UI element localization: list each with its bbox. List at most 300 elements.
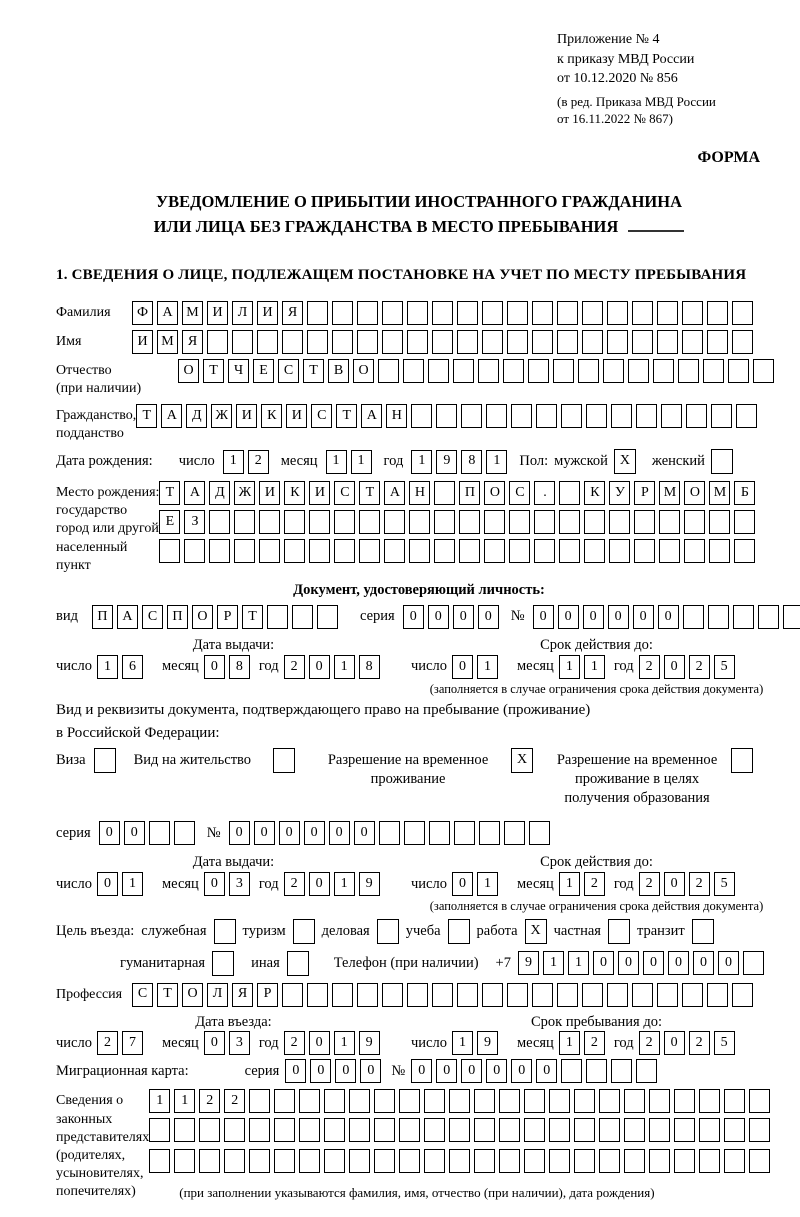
char-cell[interactable]: 0 bbox=[360, 1059, 381, 1083]
char-cell[interactable]: 0 bbox=[99, 821, 120, 845]
char-cell[interactable]: П bbox=[167, 605, 188, 629]
char-cell[interactable] bbox=[634, 510, 655, 534]
temp-residence-checkbox[interactable]: X bbox=[511, 748, 533, 773]
purpose-tourism-checkbox[interactable] bbox=[293, 919, 315, 944]
purpose-humanitarian-checkbox[interactable] bbox=[212, 951, 234, 976]
char-cell[interactable]: М bbox=[182, 301, 203, 325]
char-cell[interactable]: Н bbox=[386, 404, 407, 428]
char-cell[interactable]: 0 bbox=[693, 951, 714, 975]
char-cell[interactable]: 2 bbox=[689, 655, 710, 679]
char-cell[interactable]: С bbox=[311, 404, 332, 428]
char-cell[interactable]: 1 bbox=[351, 450, 372, 474]
char-cell[interactable] bbox=[384, 539, 405, 563]
char-cell[interactable] bbox=[382, 301, 403, 325]
char-cell[interactable]: М bbox=[709, 481, 730, 505]
char-cell[interactable]: 0 bbox=[279, 821, 300, 845]
char-cell[interactable]: 0 bbox=[304, 821, 325, 845]
char-cell[interactable]: 0 bbox=[511, 1059, 532, 1083]
char-cell[interactable] bbox=[607, 330, 628, 354]
char-cell[interactable] bbox=[274, 1149, 295, 1173]
char-cell[interactable] bbox=[324, 1089, 345, 1113]
char-cell[interactable]: И bbox=[257, 301, 278, 325]
purpose-business-checkbox[interactable] bbox=[214, 919, 236, 944]
char-cell[interactable] bbox=[234, 510, 255, 534]
purpose-other-checkbox[interactable] bbox=[287, 951, 309, 976]
char-cell[interactable] bbox=[429, 821, 450, 845]
char-cell[interactable]: П bbox=[459, 481, 480, 505]
char-cell[interactable] bbox=[753, 359, 774, 383]
char-cell[interactable] bbox=[732, 330, 753, 354]
char-cell[interactable] bbox=[586, 1059, 607, 1083]
char-cell[interactable]: 1 bbox=[486, 450, 507, 474]
char-cell[interactable]: А bbox=[117, 605, 138, 629]
char-cell[interactable] bbox=[432, 330, 453, 354]
char-cell[interactable]: 0 bbox=[329, 821, 350, 845]
char-cell[interactable] bbox=[699, 1149, 720, 1173]
char-cell[interactable] bbox=[724, 1118, 745, 1142]
char-cell[interactable]: 8 bbox=[461, 450, 482, 474]
char-cell[interactable] bbox=[736, 404, 757, 428]
char-cell[interactable] bbox=[274, 1118, 295, 1142]
char-cell[interactable]: И bbox=[132, 330, 153, 354]
char-cell[interactable] bbox=[284, 539, 305, 563]
char-cell[interactable] bbox=[249, 1149, 270, 1173]
char-cell[interactable] bbox=[357, 983, 378, 1007]
char-cell[interactable]: 0 bbox=[618, 951, 639, 975]
char-cell[interactable]: 0 bbox=[309, 872, 330, 896]
char-cell[interactable] bbox=[449, 1118, 470, 1142]
char-cell[interactable] bbox=[307, 330, 328, 354]
char-cell[interactable] bbox=[728, 359, 749, 383]
char-cell[interactable] bbox=[624, 1118, 645, 1142]
char-cell[interactable] bbox=[582, 301, 603, 325]
char-cell[interactable] bbox=[334, 539, 355, 563]
char-cell[interactable]: 9 bbox=[518, 951, 539, 975]
char-cell[interactable]: И bbox=[207, 301, 228, 325]
char-cell[interactable] bbox=[711, 404, 732, 428]
char-cell[interactable]: С bbox=[334, 481, 355, 505]
char-cell[interactable] bbox=[434, 510, 455, 534]
char-cell[interactable] bbox=[707, 330, 728, 354]
char-cell[interactable] bbox=[733, 605, 754, 629]
char-cell[interactable] bbox=[274, 1089, 295, 1113]
char-cell[interactable]: Р bbox=[217, 605, 238, 629]
char-cell[interactable]: 2 bbox=[639, 655, 660, 679]
char-cell[interactable] bbox=[634, 539, 655, 563]
visa-checkbox[interactable] bbox=[94, 748, 116, 773]
char-cell[interactable]: 0 bbox=[436, 1059, 457, 1083]
char-cell[interactable]: Я bbox=[282, 301, 303, 325]
char-cell[interactable] bbox=[457, 301, 478, 325]
char-cell[interactable]: 0 bbox=[310, 1059, 331, 1083]
char-cell[interactable] bbox=[709, 539, 730, 563]
char-cell[interactable] bbox=[624, 1149, 645, 1173]
char-cell[interactable] bbox=[284, 510, 305, 534]
char-cell[interactable] bbox=[282, 983, 303, 1007]
char-cell[interactable]: 0 bbox=[664, 872, 685, 896]
char-cell[interactable] bbox=[159, 539, 180, 563]
char-cell[interactable] bbox=[174, 1118, 195, 1142]
char-cell[interactable] bbox=[628, 359, 649, 383]
char-cell[interactable] bbox=[657, 330, 678, 354]
char-cell[interactable]: Ж bbox=[234, 481, 255, 505]
char-cell[interactable] bbox=[749, 1089, 770, 1113]
char-cell[interactable] bbox=[682, 301, 703, 325]
char-cell[interactable] bbox=[661, 404, 682, 428]
char-cell[interactable]: 5 bbox=[714, 655, 735, 679]
char-cell[interactable]: 0 bbox=[486, 1059, 507, 1083]
char-cell[interactable] bbox=[249, 1089, 270, 1113]
char-cell[interactable]: 0 bbox=[285, 1059, 306, 1083]
char-cell[interactable]: 7 bbox=[122, 1031, 143, 1055]
char-cell[interactable]: 0 bbox=[309, 655, 330, 679]
char-cell[interactable] bbox=[532, 983, 553, 1007]
char-cell[interactable]: М bbox=[157, 330, 178, 354]
char-cell[interactable] bbox=[432, 983, 453, 1007]
char-cell[interactable]: 0 bbox=[718, 951, 739, 975]
char-cell[interactable] bbox=[453, 359, 474, 383]
char-cell[interactable] bbox=[399, 1089, 420, 1113]
char-cell[interactable] bbox=[359, 539, 380, 563]
char-cell[interactable] bbox=[708, 605, 729, 629]
char-cell[interactable] bbox=[674, 1089, 695, 1113]
char-cell[interactable] bbox=[457, 983, 478, 1007]
char-cell[interactable] bbox=[307, 983, 328, 1007]
char-cell[interactable]: 1 bbox=[122, 872, 143, 896]
char-cell[interactable] bbox=[607, 301, 628, 325]
char-cell[interactable]: 0 bbox=[335, 1059, 356, 1083]
char-cell[interactable] bbox=[636, 1059, 657, 1083]
char-cell[interactable]: Л bbox=[207, 983, 228, 1007]
char-cell[interactable] bbox=[434, 481, 455, 505]
char-cell[interactable]: Т bbox=[157, 983, 178, 1007]
char-cell[interactable] bbox=[184, 539, 205, 563]
char-cell[interactable]: Е bbox=[159, 510, 180, 534]
char-cell[interactable] bbox=[424, 1118, 445, 1142]
char-cell[interactable] bbox=[484, 510, 505, 534]
char-cell[interactable]: 8 bbox=[229, 655, 250, 679]
char-cell[interactable]: 0 bbox=[664, 655, 685, 679]
char-cell[interactable] bbox=[174, 821, 195, 845]
char-cell[interactable] bbox=[559, 481, 580, 505]
char-cell[interactable] bbox=[259, 510, 280, 534]
char-cell[interactable] bbox=[657, 301, 678, 325]
char-cell[interactable]: 1 bbox=[477, 655, 498, 679]
char-cell[interactable]: О bbox=[684, 481, 705, 505]
char-cell[interactable]: Б bbox=[734, 481, 755, 505]
char-cell[interactable] bbox=[357, 330, 378, 354]
char-cell[interactable] bbox=[299, 1149, 320, 1173]
char-cell[interactable]: 0 bbox=[428, 605, 449, 629]
char-cell[interactable]: 2 bbox=[584, 872, 605, 896]
char-cell[interactable] bbox=[758, 605, 779, 629]
purpose-private-checkbox[interactable] bbox=[608, 919, 630, 944]
char-cell[interactable]: О bbox=[353, 359, 374, 383]
char-cell[interactable] bbox=[549, 1118, 570, 1142]
char-cell[interactable]: И bbox=[259, 481, 280, 505]
char-cell[interactable]: 0 bbox=[533, 605, 554, 629]
char-cell[interactable] bbox=[557, 983, 578, 1007]
char-cell[interactable]: И bbox=[286, 404, 307, 428]
char-cell[interactable] bbox=[324, 1149, 345, 1173]
char-cell[interactable] bbox=[399, 1118, 420, 1142]
char-cell[interactable] bbox=[411, 404, 432, 428]
char-cell[interactable] bbox=[559, 510, 580, 534]
char-cell[interactable] bbox=[707, 983, 728, 1007]
char-cell[interactable] bbox=[382, 983, 403, 1007]
char-cell[interactable]: П bbox=[92, 605, 113, 629]
char-cell[interactable] bbox=[504, 821, 525, 845]
char-cell[interactable] bbox=[378, 359, 399, 383]
char-cell[interactable]: 1 bbox=[174, 1089, 195, 1113]
char-cell[interactable] bbox=[709, 510, 730, 534]
char-cell[interactable] bbox=[403, 359, 424, 383]
char-cell[interactable]: И bbox=[309, 481, 330, 505]
char-cell[interactable]: 2 bbox=[284, 1031, 305, 1055]
char-cell[interactable]: Р bbox=[257, 983, 278, 1007]
char-cell[interactable] bbox=[683, 605, 704, 629]
char-cell[interactable]: 0 bbox=[204, 655, 225, 679]
char-cell[interactable]: 5 bbox=[714, 872, 735, 896]
char-cell[interactable] bbox=[599, 1089, 620, 1113]
char-cell[interactable]: О bbox=[182, 983, 203, 1007]
char-cell[interactable]: К bbox=[584, 481, 605, 505]
char-cell[interactable] bbox=[209, 510, 230, 534]
char-cell[interactable] bbox=[374, 1089, 395, 1113]
char-cell[interactable]: 1 bbox=[411, 450, 432, 474]
char-cell[interactable]: М bbox=[659, 481, 680, 505]
char-cell[interactable]: 0 bbox=[354, 821, 375, 845]
char-cell[interactable] bbox=[511, 404, 532, 428]
char-cell[interactable] bbox=[561, 404, 582, 428]
char-cell[interactable] bbox=[407, 983, 428, 1007]
char-cell[interactable]: В bbox=[328, 359, 349, 383]
char-cell[interactable] bbox=[424, 1149, 445, 1173]
char-cell[interactable]: С bbox=[509, 481, 530, 505]
char-cell[interactable]: 1 bbox=[97, 655, 118, 679]
char-cell[interactable] bbox=[224, 1118, 245, 1142]
char-cell[interactable] bbox=[449, 1149, 470, 1173]
char-cell[interactable]: С bbox=[132, 983, 153, 1007]
char-cell[interactable] bbox=[424, 1089, 445, 1113]
char-cell[interactable] bbox=[499, 1149, 520, 1173]
char-cell[interactable] bbox=[474, 1089, 495, 1113]
char-cell[interactable]: 1 bbox=[584, 655, 605, 679]
char-cell[interactable]: 1 bbox=[149, 1089, 170, 1113]
char-cell[interactable] bbox=[649, 1149, 670, 1173]
char-cell[interactable] bbox=[399, 1149, 420, 1173]
char-cell[interactable]: 1 bbox=[452, 1031, 473, 1055]
char-cell[interactable] bbox=[407, 330, 428, 354]
char-cell[interactable]: 1 bbox=[326, 450, 347, 474]
char-cell[interactable] bbox=[499, 1118, 520, 1142]
char-cell[interactable] bbox=[582, 330, 603, 354]
char-cell[interactable]: А bbox=[184, 481, 205, 505]
char-cell[interactable]: 1 bbox=[477, 872, 498, 896]
char-cell[interactable]: 2 bbox=[689, 1031, 710, 1055]
char-cell[interactable] bbox=[307, 301, 328, 325]
char-cell[interactable]: 0 bbox=[461, 1059, 482, 1083]
char-cell[interactable]: 0 bbox=[558, 605, 579, 629]
char-cell[interactable]: О bbox=[192, 605, 213, 629]
char-cell[interactable] bbox=[484, 539, 505, 563]
char-cell[interactable] bbox=[636, 404, 657, 428]
char-cell[interactable] bbox=[561, 1059, 582, 1083]
char-cell[interactable]: О bbox=[484, 481, 505, 505]
char-cell[interactable] bbox=[332, 330, 353, 354]
char-cell[interactable] bbox=[574, 1118, 595, 1142]
char-cell[interactable] bbox=[349, 1118, 370, 1142]
char-cell[interactable] bbox=[374, 1149, 395, 1173]
char-cell[interactable]: 0 bbox=[124, 821, 145, 845]
char-cell[interactable]: 0 bbox=[593, 951, 614, 975]
char-cell[interactable] bbox=[534, 510, 555, 534]
char-cell[interactable]: А bbox=[157, 301, 178, 325]
char-cell[interactable] bbox=[332, 301, 353, 325]
char-cell[interactable] bbox=[478, 359, 499, 383]
char-cell[interactable] bbox=[357, 301, 378, 325]
char-cell[interactable] bbox=[259, 539, 280, 563]
char-cell[interactable] bbox=[461, 404, 482, 428]
char-cell[interactable] bbox=[384, 510, 405, 534]
purpose-study-checkbox[interactable] bbox=[448, 919, 470, 944]
char-cell[interactable] bbox=[199, 1149, 220, 1173]
char-cell[interactable] bbox=[529, 821, 550, 845]
char-cell[interactable] bbox=[732, 301, 753, 325]
char-cell[interactable]: 5 bbox=[714, 1031, 735, 1055]
char-cell[interactable]: 0 bbox=[664, 1031, 685, 1055]
purpose-work-checkbox[interactable]: X bbox=[525, 919, 547, 944]
char-cell[interactable] bbox=[299, 1118, 320, 1142]
char-cell[interactable] bbox=[584, 510, 605, 534]
char-cell[interactable]: А bbox=[361, 404, 382, 428]
char-cell[interactable] bbox=[309, 539, 330, 563]
char-cell[interactable]: 0 bbox=[583, 605, 604, 629]
char-cell[interactable]: 1 bbox=[334, 655, 355, 679]
char-cell[interactable] bbox=[699, 1089, 720, 1113]
char-cell[interactable] bbox=[436, 404, 457, 428]
char-cell[interactable]: 2 bbox=[284, 872, 305, 896]
char-cell[interactable] bbox=[234, 539, 255, 563]
char-cell[interactable]: 2 bbox=[224, 1089, 245, 1113]
char-cell[interactable]: 9 bbox=[477, 1031, 498, 1055]
char-cell[interactable] bbox=[457, 330, 478, 354]
char-cell[interactable] bbox=[454, 821, 475, 845]
char-cell[interactable] bbox=[574, 1149, 595, 1173]
char-cell[interactable]: Ж bbox=[211, 404, 232, 428]
char-cell[interactable]: 0 bbox=[478, 605, 499, 629]
char-cell[interactable] bbox=[374, 1118, 395, 1142]
char-cell[interactable] bbox=[459, 539, 480, 563]
char-cell[interactable]: 1 bbox=[559, 655, 580, 679]
char-cell[interactable]: Л bbox=[232, 301, 253, 325]
char-cell[interactable] bbox=[734, 510, 755, 534]
char-cell[interactable]: У bbox=[609, 481, 630, 505]
char-cell[interactable] bbox=[434, 539, 455, 563]
char-cell[interactable]: 1 bbox=[223, 450, 244, 474]
char-cell[interactable]: 0 bbox=[204, 1031, 225, 1055]
char-cell[interactable] bbox=[599, 1149, 620, 1173]
char-cell[interactable]: Т bbox=[303, 359, 324, 383]
char-cell[interactable] bbox=[559, 539, 580, 563]
char-cell[interactable]: С bbox=[142, 605, 163, 629]
title-blank-underline[interactable] bbox=[628, 230, 684, 232]
char-cell[interactable]: 1 bbox=[568, 951, 589, 975]
char-cell[interactable]: 0 bbox=[403, 605, 424, 629]
char-cell[interactable] bbox=[528, 359, 549, 383]
char-cell[interactable]: 8 bbox=[359, 655, 380, 679]
char-cell[interactable]: 0 bbox=[254, 821, 275, 845]
char-cell[interactable] bbox=[232, 330, 253, 354]
char-cell[interactable]: 0 bbox=[643, 951, 664, 975]
char-cell[interactable] bbox=[224, 1149, 245, 1173]
char-cell[interactable] bbox=[732, 983, 753, 1007]
char-cell[interactable] bbox=[609, 510, 630, 534]
char-cell[interactable] bbox=[332, 983, 353, 1007]
char-cell[interactable]: Я bbox=[232, 983, 253, 1007]
char-cell[interactable]: Т bbox=[242, 605, 263, 629]
char-cell[interactable] bbox=[674, 1118, 695, 1142]
char-cell[interactable]: Ф bbox=[132, 301, 153, 325]
char-cell[interactable]: 0 bbox=[411, 1059, 432, 1083]
char-cell[interactable] bbox=[553, 359, 574, 383]
char-cell[interactable] bbox=[282, 330, 303, 354]
char-cell[interactable]: 0 bbox=[658, 605, 679, 629]
char-cell[interactable] bbox=[479, 821, 500, 845]
char-cell[interactable]: Д bbox=[186, 404, 207, 428]
char-cell[interactable] bbox=[783, 605, 800, 629]
char-cell[interactable] bbox=[334, 510, 355, 534]
char-cell[interactable]: О bbox=[178, 359, 199, 383]
char-cell[interactable]: 2 bbox=[639, 872, 660, 896]
char-cell[interactable]: 6 bbox=[122, 655, 143, 679]
char-cell[interactable] bbox=[611, 404, 632, 428]
char-cell[interactable] bbox=[749, 1149, 770, 1173]
char-cell[interactable] bbox=[482, 301, 503, 325]
char-cell[interactable] bbox=[428, 359, 449, 383]
char-cell[interactable]: 9 bbox=[436, 450, 457, 474]
temp-residence-education-checkbox[interactable] bbox=[731, 748, 753, 773]
char-cell[interactable] bbox=[684, 539, 705, 563]
char-cell[interactable] bbox=[324, 1118, 345, 1142]
char-cell[interactable]: 1 bbox=[334, 872, 355, 896]
char-cell[interactable]: Е bbox=[253, 359, 274, 383]
char-cell[interactable] bbox=[699, 1118, 720, 1142]
char-cell[interactable] bbox=[509, 510, 530, 534]
char-cell[interactable] bbox=[359, 510, 380, 534]
char-cell[interactable] bbox=[209, 539, 230, 563]
char-cell[interactable] bbox=[749, 1118, 770, 1142]
purpose-commercial-checkbox[interactable] bbox=[377, 919, 399, 944]
char-cell[interactable]: 1 bbox=[559, 1031, 580, 1055]
char-cell[interactable]: 0 bbox=[453, 605, 474, 629]
char-cell[interactable]: 2 bbox=[248, 450, 269, 474]
gender-male-checkbox[interactable]: X bbox=[614, 449, 636, 474]
char-cell[interactable] bbox=[707, 301, 728, 325]
char-cell[interactable]: 0 bbox=[452, 655, 473, 679]
char-cell[interactable] bbox=[207, 330, 228, 354]
char-cell[interactable] bbox=[507, 983, 528, 1007]
char-cell[interactable] bbox=[379, 821, 400, 845]
char-cell[interactable] bbox=[578, 359, 599, 383]
char-cell[interactable] bbox=[574, 1089, 595, 1113]
char-cell[interactable]: Т bbox=[359, 481, 380, 505]
char-cell[interactable] bbox=[659, 510, 680, 534]
char-cell[interactable]: И bbox=[236, 404, 257, 428]
char-cell[interactable]: Д bbox=[209, 481, 230, 505]
char-cell[interactable]: 0 bbox=[204, 872, 225, 896]
char-cell[interactable] bbox=[482, 330, 503, 354]
